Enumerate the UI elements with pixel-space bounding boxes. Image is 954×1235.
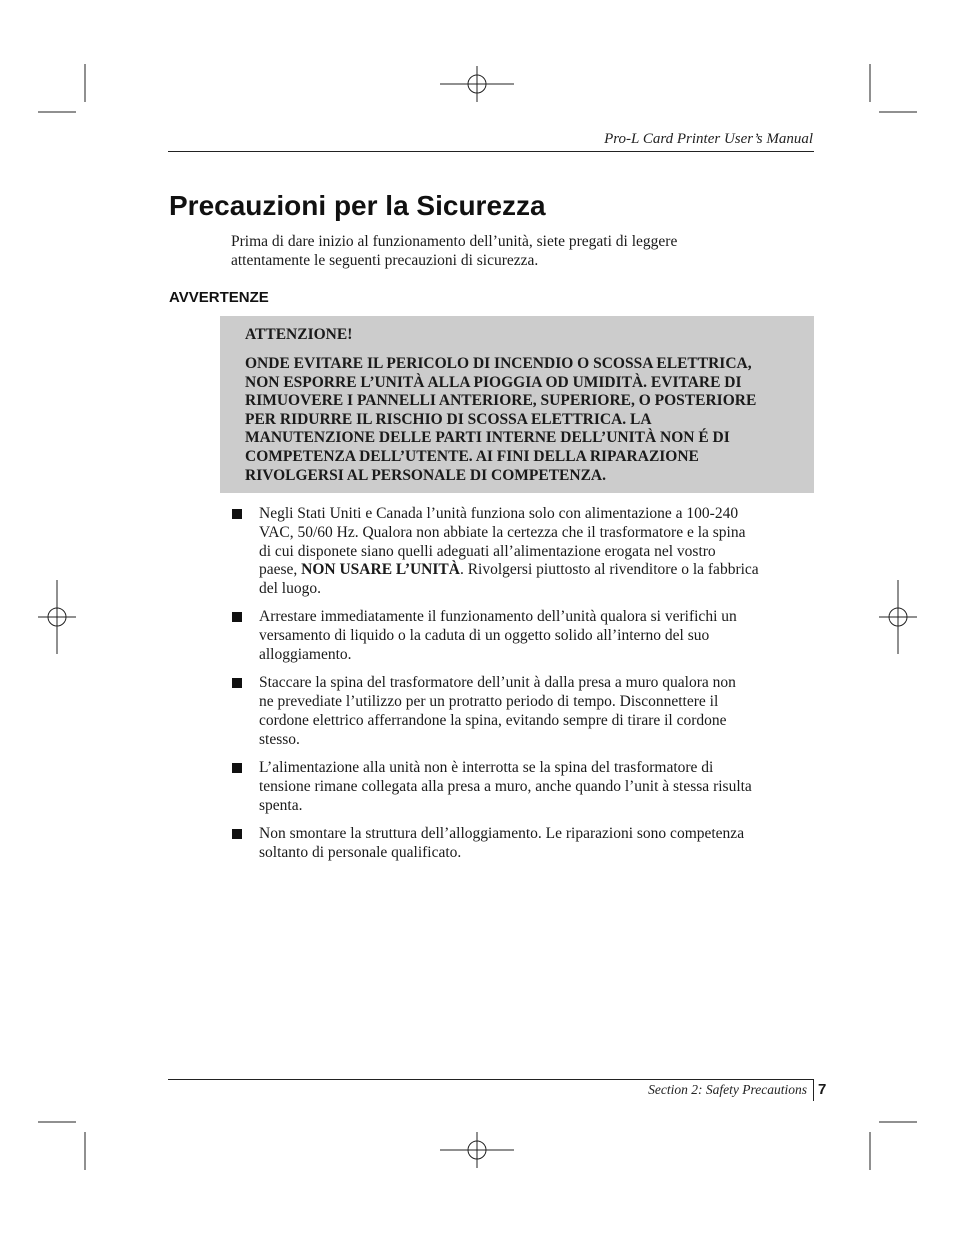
list-item — [231, 825, 815, 863]
bullet-line — [259, 561, 815, 580]
list-item — [231, 674, 815, 749]
bullet-line: VAC, 50/60 Hz. Qualora non abbiate la certezza che il trasformatore e la spina — [259, 523, 746, 541]
page-number-divider — [813, 1079, 814, 1101]
bullet-line: alloggiamento. — [259, 646, 352, 664]
square-bullet-icon — [232, 612, 242, 622]
warning-line: MANUTENZIONE DELLE PARTI INTERNE DELL’UNITÀ NON É DI — [245, 429, 730, 447]
footer-rule — [168, 1079, 814, 1080]
bullet-line: ne prevediate l’utilizzo per un protratto periodo di tempo. Disconnettere il — [259, 693, 719, 711]
bullet-line: di cui disponete siano quelli adeguati all’alimentazione erogata nel vostro — [259, 542, 716, 560]
intro-line: Prima di dare inizio al funzionamento dell’unità, siete pregati di leggere — [231, 233, 678, 250]
bullet-line: versamento di liquido o la caduta di un oggetto solido all’interno del suo — [259, 627, 710, 645]
bullet-line: Staccare la spina del trasformatore dell’unit à dalla presa a muro qualora non — [259, 674, 736, 692]
intro-line: attentamente le seguenti precauzioni di sicurezza. — [231, 252, 539, 269]
warning-title: ATTENZIONE! — [245, 326, 353, 343]
bullet-line: L’alimentazione alla unità non è interrotta se la spina del trasformatore di — [259, 759, 714, 777]
warning-line: RIMUOVERE I PANNELLI ANTERIORE, SUPERIORE, O POSTERIORE — [245, 392, 757, 410]
list-item — [231, 759, 815, 815]
page-number: 7 — [818, 1081, 827, 1098]
bullet-line: cordone elettrico afferrandone la spina, evitando sempre di tirare il cordone — [259, 711, 727, 729]
warning-line: ONDE EVITARE IL PERICOLO DI INCENDIO O SCOSSA ELETTRICA, — [245, 355, 752, 372]
bullet-line: Arrestare immediatamente il funzionamento dell’unità qualora si verifichi un — [259, 608, 737, 626]
warning-line: PER RIDURRE IL RISCHIO DI SCOSSA ELETTRICA. LA — [245, 410, 652, 428]
intro-paragraph — [231, 232, 791, 270]
bullet-line: tensione rimane collegata alla presa a muro, anche quando l’unit à stessa risulta — [259, 777, 752, 795]
header-rule — [168, 151, 814, 152]
bullet-text: . Rivolgersi piuttosto al rivenditore o la fabbrica — [459, 561, 759, 579]
warning-line: RIVOLGERSI AL PERSONALE DI COMPETENZA. — [245, 466, 606, 484]
bullet-line: Negli Stati Uniti e Canada l’unità funziona solo con alimentazione a 100-240 — [259, 505, 739, 522]
bullet-text: paese, — [259, 561, 302, 579]
square-bullet-icon — [232, 763, 242, 773]
list-item — [231, 505, 815, 599]
warning-box — [220, 316, 814, 493]
bullet-line: soltanto di personale qualificato. — [259, 843, 462, 861]
bullet-line: stesso. — [259, 730, 300, 748]
warning-body — [245, 355, 805, 485]
footer-section-label: Section 2: Safety Precautions — [648, 1082, 807, 1097]
list-item — [231, 608, 815, 664]
warning-line: COMPETENZA DELL’UTENTE. AI FINI DELLA RIPARAZIONE — [245, 447, 699, 465]
section-subheading: AVVERTENZE — [169, 289, 269, 306]
square-bullet-icon — [232, 829, 242, 839]
warning-line: NON ESPORRE L’UNITÀ ALLA PIOGGIA OD UMIDITÀ. EVITARE DI — [245, 373, 742, 391]
square-bullet-icon — [232, 509, 242, 519]
bullet-line: Non smontare la struttura dell’alloggiamento. Le riparazioni sono competenza — [259, 824, 745, 842]
bold-warning-text: NON USARE L’UNITÀ — [301, 561, 460, 579]
running-header: Pro-L Card Printer User’s Manual — [604, 131, 813, 147]
bullet-line: spenta. — [259, 796, 303, 814]
safety-bullet-list — [231, 505, 815, 872]
bullet-line: del luogo. — [259, 580, 321, 598]
square-bullet-icon — [232, 678, 242, 688]
page-title: Precauzioni per la Sicurezza — [169, 190, 546, 221]
